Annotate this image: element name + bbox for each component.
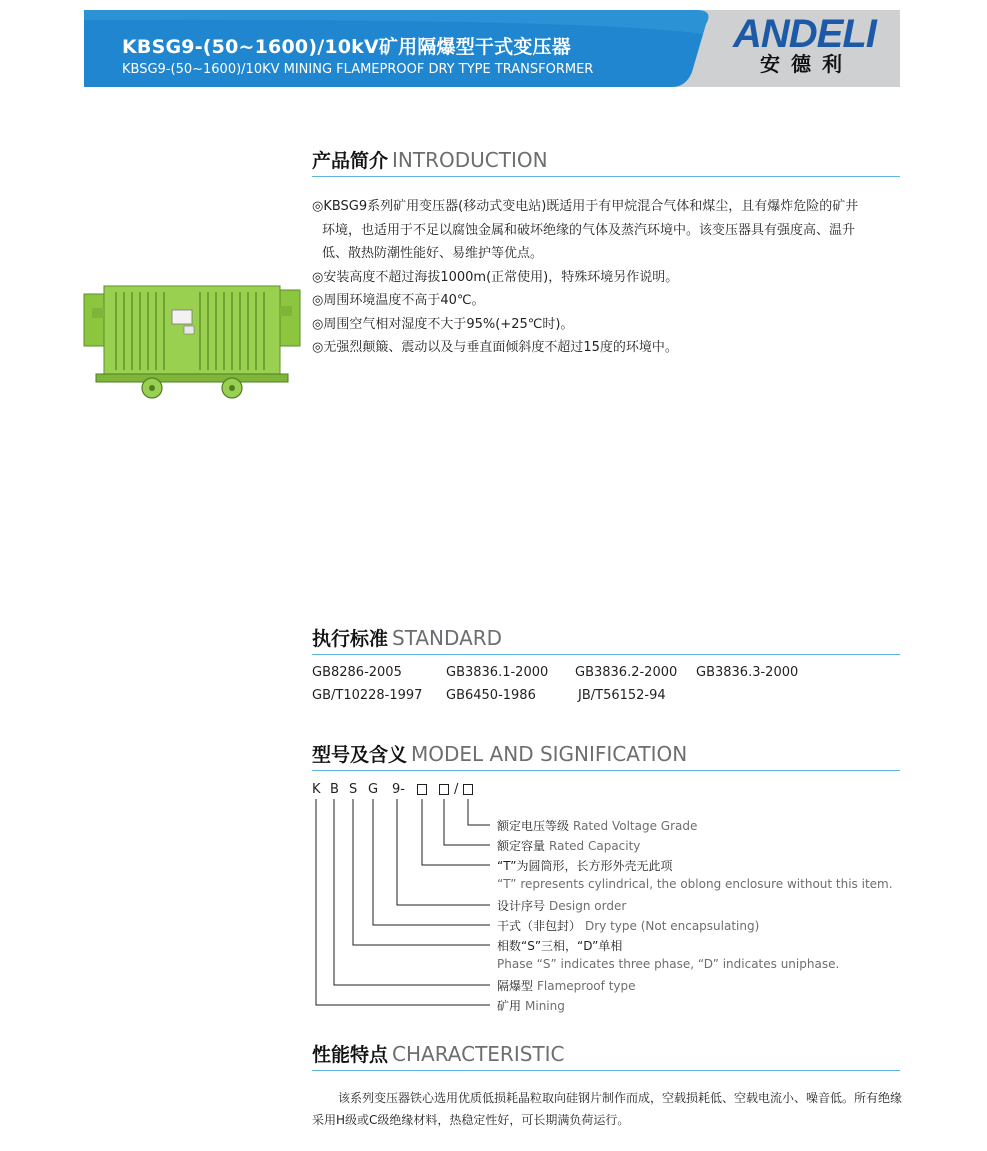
standard-item: GB6450-1986: [446, 688, 536, 703]
page-title: KBSG9-(50~1600)/10kV矿用隔爆型干式变压器: [122, 36, 571, 58]
characteristic-heading-en: CHARACTERISTIC: [392, 1042, 565, 1066]
brand-logo-zh: 安德利: [760, 52, 853, 76]
model-meaning-drytype: 干式（非包封） Dry type (Not encapsulating): [497, 919, 760, 933]
model-letter: G: [368, 782, 379, 797]
intro-item: ◎周围环境温度不高于40℃。: [312, 293, 485, 308]
model-meaning-voltage: 额定电压等级 Rated Voltage Grade: [497, 819, 698, 833]
standard-item: GB3836.3-2000: [696, 665, 799, 680]
intro-heading-zh: 产品简介: [312, 150, 389, 172]
standard-item: GB3836.2-2000: [575, 665, 678, 680]
standard-heading-zh: 执行标准: [312, 628, 389, 650]
model-meaning-mining: 矿用 Mining: [497, 999, 565, 1013]
intro-item: 低、散热防潮性能好、易维护等优点。: [322, 246, 544, 261]
placeholder-box: [417, 784, 427, 795]
characteristic-heading-zh: 性能特点: [312, 1044, 389, 1066]
model-letter: K: [312, 782, 321, 797]
characteristic-heading: [312, 1040, 900, 1071]
intro-heading: [312, 146, 900, 177]
model-heading-en: MODEL AND SIGNIFICATION: [411, 742, 688, 766]
model-letter: B: [330, 782, 339, 797]
standard-item: GB3836.1-2000: [446, 665, 549, 680]
characteristic-text: 该系列变压器铁心选用优质低损耗晶粒取向硅钢片制作而成，空载损耗低、空载电流小、噪音低。所有绝缘采用H级或C级绝缘材料，热稳定性好，可长期满负荷运行。: [312, 1091, 903, 1127]
model-meaning-flameproof: 隔爆型 Flameproof type: [497, 979, 636, 993]
intro-item: ◎安装高度不超过海拔1000m(正常使用)，特殊环境另作说明。: [312, 269, 679, 285]
model-letter: /: [454, 782, 459, 797]
model-meaning-design: 设计序号 Design order: [497, 899, 627, 913]
intro-item: 环境，也适用于不足以腐蚀金属和破坏绝缘的气体及蒸汽环境中。该变压器具有强度高、温升: [322, 222, 856, 238]
standard-item: JB/T56152-94: [578, 688, 666, 703]
brand-logo: ANDELI: [733, 12, 876, 56]
intro-item: ◎无强烈颠簸、震动以及与垂直面倾斜度不超过15度的环境中。: [312, 340, 678, 355]
intro-text: [312, 195, 908, 360]
intro-item: ◎周围空气相对湿度不大于95%(+25℃时)。: [312, 316, 574, 332]
intro-heading-en: INTRODUCTION: [392, 148, 548, 172]
model-meaning-capacity: 额定容量 Rated Capacity: [497, 839, 641, 853]
page-subtitle: KBSG9-(50~1600)/10KV MINING FLAMEPROOF DRY TYPE TRANSFORMER: [122, 62, 594, 77]
model-meaning-phase-en: Phase “S” indicates three phase, “D” indicates uniphase.: [497, 957, 840, 971]
model-heading: [312, 740, 900, 771]
transformer-image: [82, 280, 302, 406]
model-meaning-shape: “T”为圆筒形，长方形外壳无此项: [497, 859, 673, 873]
model-meaning-phase: 相数“S”三相，“D”单相: [497, 939, 623, 953]
model-letter: 9-: [392, 782, 405, 797]
standard-item: GB/T10228-1997: [312, 688, 423, 703]
model-heading-zh: 型号及含义: [312, 744, 408, 766]
intro-item: ◎KBSG9系列矿用变压器(移动式变电站)既适用于有甲烷混合气体和煤尘，且有爆炸危险的矿井: [312, 199, 859, 214]
standard-heading: [312, 624, 900, 655]
standard-heading-en: STANDARD: [392, 626, 503, 650]
model-meaning-shape-en: “T” represents cylindrical, the oblong enclosure without this item.: [497, 877, 893, 891]
standard-item: GB8286-2005: [312, 665, 402, 680]
placeholder-box: [463, 784, 473, 795]
model-letter: S: [349, 782, 358, 797]
placeholder-box: [439, 784, 449, 795]
